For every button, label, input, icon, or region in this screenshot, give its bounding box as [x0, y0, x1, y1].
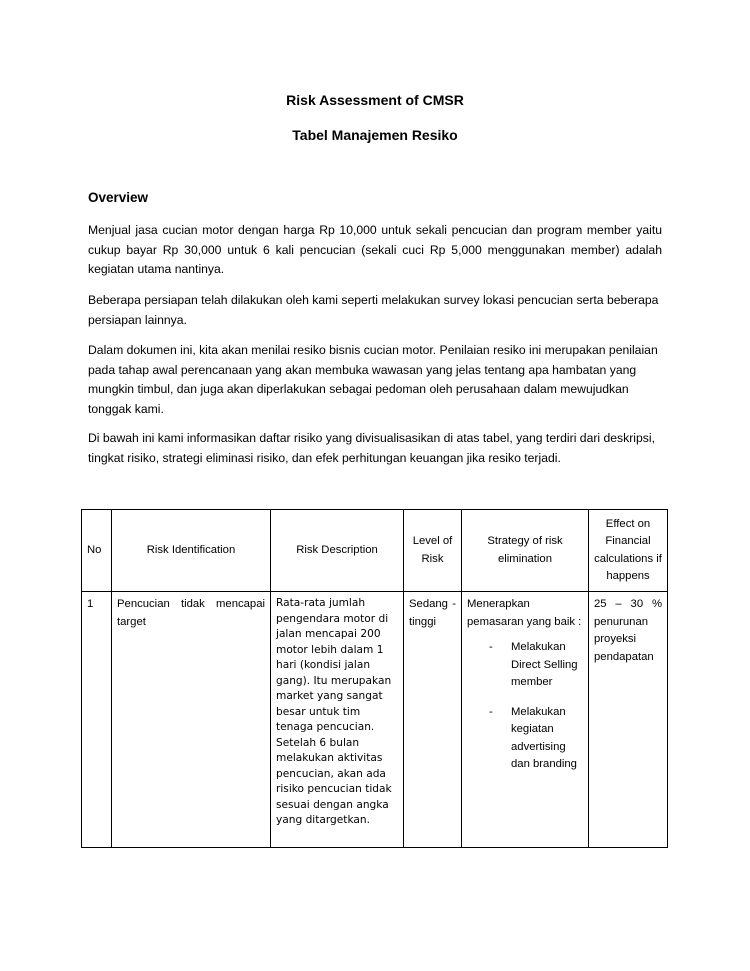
- strategy-intro: Menerapkan pemasaran yang baik :: [467, 598, 582, 628]
- cell-risk-description: Rata-rata jumlah pengendara motor di jalan mencapai 200 motor lebih dalam 1 hari (kondisi jalan gang). Itu merupakan market yang sangat besar untuk tim tenaga pencucian. Setelah 6 bulan melakukan aktivitas pencucian, akan ada risiko pencucian tidak sesuai dengan angka yang ditargetkan.: [271, 592, 404, 848]
- cell-effect: 25 – 30 % penurunan proyeksi pendapatan: [589, 592, 668, 848]
- overview-paragraph-1: Menjual jasa cucian motor dengan harga Rp 10,000 untuk sekali pencucian dan program member yaitu cukup bayar Rp 30,000 untuk 6 kali pencucian (sekali cuci Rp 5,000 menggunakan member) adalah kegiatan utama nantinya.: [88, 223, 662, 276]
- document-subtitle: Tabel Manajemen Resiko: [292, 127, 458, 143]
- cell-no: 1: [82, 592, 112, 848]
- header-no: No: [82, 510, 112, 592]
- table-row: [82, 592, 668, 848]
- overview-paragraph-3: Dalam dokumen ini, kita akan menilai resiko bisnis cucian motor. Penilaian resiko ini merupakan penilaian pada tahap awal perencanaan yang akan membuka wawasan yang jelas tentang apa hambatan yang mungkin timbul, dan juga akan diperlakukan sebagai pedoman oleh perusahaan dalam mewujudkan tonggak kami.: [88, 343, 658, 416]
- risk-table-header: [82, 510, 668, 592]
- header-effect: Effect on Financial calculations if happens: [589, 510, 668, 592]
- cell-risk-identification: Pencucian tidak mencapai target: [112, 592, 271, 848]
- header-risk-identification: Risk Identification: [112, 510, 271, 592]
- risk-table: [81, 509, 668, 848]
- strategy-list: [467, 639, 583, 774]
- risk-table-body: [82, 592, 668, 848]
- document-title: Risk Assessment of CMSR: [286, 92, 464, 108]
- overview-paragraph-2: Beberapa persiapan telah dilakukan oleh kami seperti melakukan survey lokasi pencucian serta beberapa persiapan lainnya.: [88, 293, 659, 327]
- cell-strategy: [462, 592, 589, 848]
- overview-heading: Overview: [88, 190, 149, 205]
- strategy-item: - Melakukan kegiatan advertising dan branding: [467, 704, 583, 774]
- strategy-item: - Melakukan Direct Selling member: [467, 639, 583, 692]
- header-level-of-risk: Level of Risk: [404, 510, 462, 592]
- header-risk-description: Risk Description: [271, 510, 404, 592]
- table-header-row: [82, 510, 668, 592]
- header-strategy: Strategy of risk elimination: [462, 510, 589, 592]
- overview-paragraph-4: Di bawah ini kami informasikan daftar risiko yang divisualisasikan di atas tabel, yang terdiri dari deskripsi, tingkat risiko, strategi eliminasi risiko, dan efek perhitungan keuangan jika resiko terjadi.: [88, 431, 655, 465]
- cell-level-of-risk: Sedang - tinggi: [404, 592, 462, 848]
